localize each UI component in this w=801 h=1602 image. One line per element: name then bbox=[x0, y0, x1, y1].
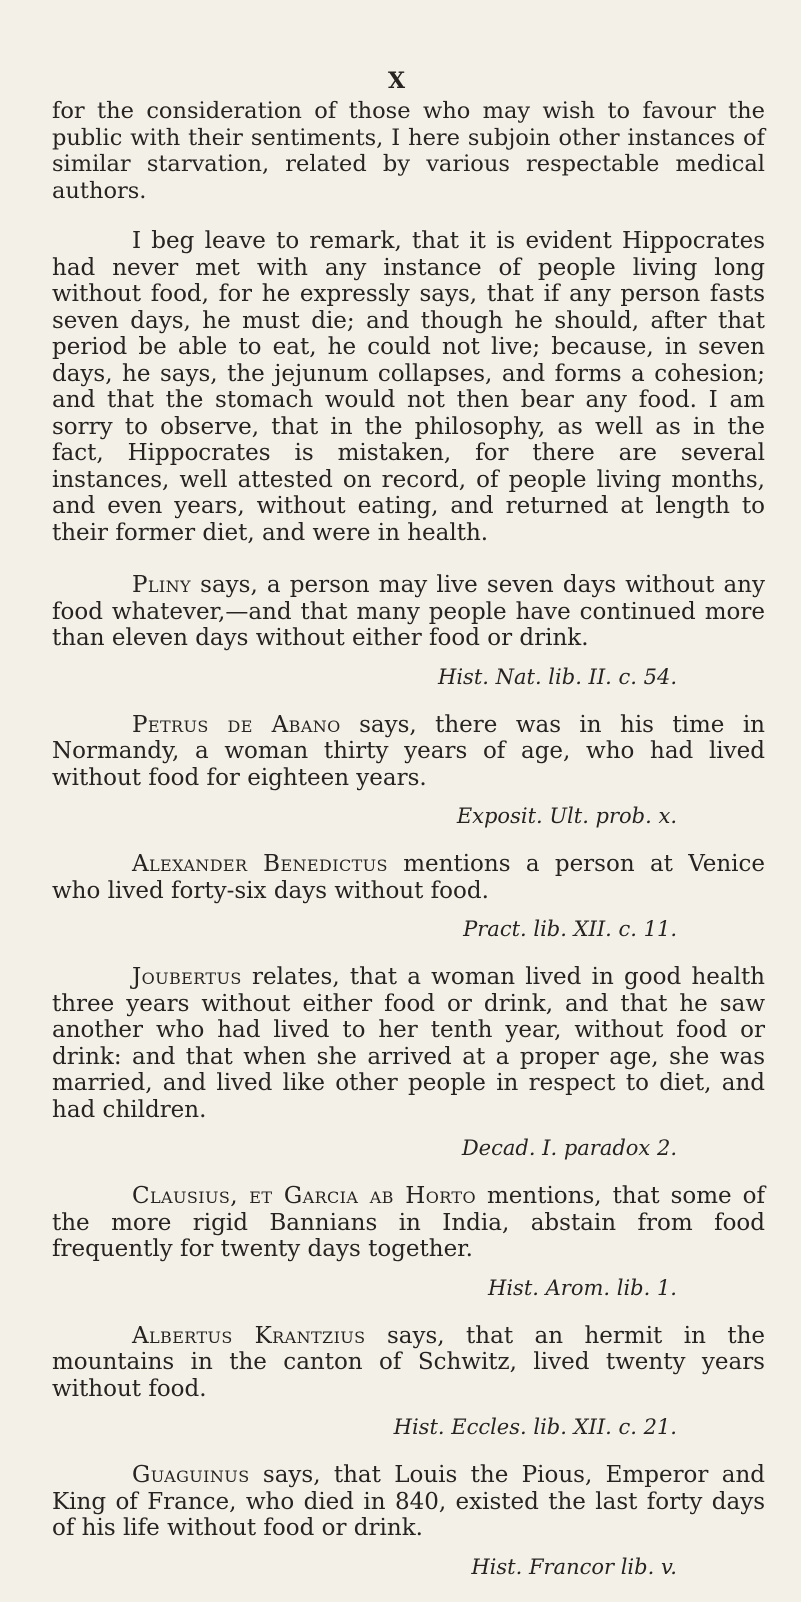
author-name: Alexander Benedictus bbox=[132, 851, 388, 877]
entry-body: mentions a person at Venice who lived forty-six days without food. bbox=[52, 851, 765, 904]
citation: Hist. Eccles. lib. XII. c. 21. bbox=[393, 1415, 677, 1439]
entry-text bbox=[52, 1323, 765, 1403]
entry-joubertus bbox=[52, 964, 765, 1161]
entry-body: relates, that a woman lived in good health three years without either food or drink, and that he saw another who had lived to her tenth year, without food or drink: and that when she arrived at a proper age, she was married, and lived like other people in respect to diet, and had children. bbox=[52, 964, 765, 1123]
entry-text bbox=[52, 712, 765, 792]
author-name: Guaguinus bbox=[132, 1462, 250, 1488]
entry-petrus-de-abano bbox=[52, 712, 765, 830]
entry-clausius-garcia bbox=[52, 1183, 765, 1301]
intro-paragraph: for the consideration of those who may wish to favour the public with their sentiments, I here subjoin other instances of similar starvation, related by various respectable medical authors. bbox=[52, 98, 765, 204]
author-name: Clausius, et Garcia ab Horto bbox=[132, 1183, 476, 1209]
text-block bbox=[52, 98, 765, 1602]
citation: Hist. Francor lib. v. bbox=[471, 1554, 677, 1579]
citation: Hist. Nat. lib. II. c. 54. bbox=[438, 664, 677, 689]
citation: Hist. Arom. lib. 1. bbox=[488, 1275, 677, 1300]
entry-text bbox=[52, 964, 765, 1123]
entry-body: mentions, that some of the more rigid Bannians in India, abstain from food frequently for twenty days together. bbox=[52, 1183, 765, 1262]
entry-body: I beg leave to remark, that it is evident Hippocrates had never met with any instance of people living long without food, for he expressly says, that if any person fasts seven days, he must die; and though he should, after that period be able to eat, he could not live; because, in seven days, he says, the jejunum collapses, and forms a cohesion; and that the stomach would not then bear any food. I am sorry to observe, that in the philosophy, as well as in the fact, Hippocrates is mistaken, for there are several instances, well attested on record, of people living months, and even years, without eating, and returned at length to their former diet, and were in health. bbox=[52, 228, 765, 546]
entry-text bbox=[52, 1462, 765, 1542]
author-name: Petrus de Abano bbox=[132, 711, 341, 738]
entry-text bbox=[52, 228, 765, 546]
author-name: Albertus Krantzius bbox=[132, 1322, 366, 1349]
citation: Decad. I. paradox 2. bbox=[461, 1136, 677, 1160]
entry-hippocrates bbox=[52, 228, 765, 546]
entry-body: says, there was in his time in Normandy, a woman thirty years of age, who had lived without food for eighteen years. bbox=[52, 711, 765, 791]
entry-body: says, that Louis the Pious, Emperor and King of France, who died in 840, existed the last forty days of his life without food or drink. bbox=[52, 1462, 765, 1541]
entry-guaguinus bbox=[52, 1462, 765, 1580]
entry-body: says, a person may live seven days without any food whatever,—and that many people have continued more than eleven days without either food or drink. bbox=[52, 572, 765, 651]
entry-alexander-benedictus bbox=[52, 851, 765, 942]
entry-pliny bbox=[52, 572, 765, 690]
page-number: X bbox=[388, 68, 407, 94]
entry-text bbox=[52, 851, 765, 904]
citation: Pract. lib. XII. c. 11. bbox=[463, 917, 677, 941]
author-name: Joubertus bbox=[132, 964, 242, 990]
citation: Exposit. Ult. prob. x. bbox=[456, 804, 677, 828]
entry-body: says, that an hermit in the mountains in the canton of Schwitz, lived twenty years without food. bbox=[52, 1322, 765, 1402]
entry-text bbox=[52, 1183, 765, 1263]
author-name: Pliny bbox=[132, 572, 191, 598]
entry-albertus-krantzius bbox=[52, 1323, 765, 1441]
entry-text bbox=[52, 572, 765, 652]
